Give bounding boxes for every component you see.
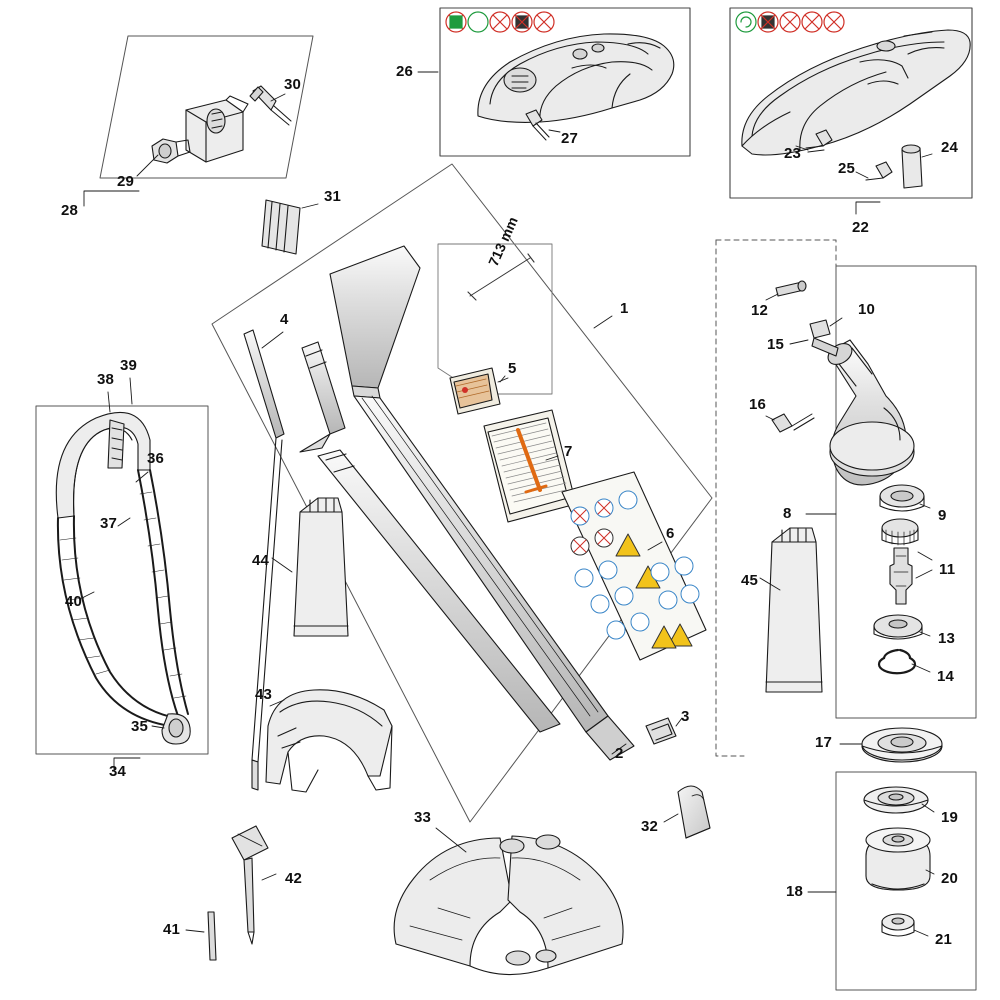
callout-5: 5: [508, 360, 517, 377]
callout-2: 2: [615, 745, 624, 762]
callout-36: 36: [147, 450, 165, 467]
callout-29: 29: [117, 173, 135, 190]
callout-44: 44: [252, 552, 270, 569]
callout-10: 10: [858, 301, 876, 318]
callout-15: 15: [767, 336, 785, 353]
callout-4: 4: [280, 311, 289, 328]
callout-42: 42: [285, 870, 303, 887]
callout-23: 23: [784, 145, 802, 162]
callout-3: 3: [681, 708, 690, 725]
callout-9: 9: [938, 507, 947, 524]
callout-30: 30: [284, 76, 302, 93]
callout-18: 18: [786, 883, 804, 900]
callout-12: 12: [751, 302, 769, 319]
callout-45: 45: [741, 572, 759, 589]
callout-28: 28: [61, 202, 79, 219]
callout-1: 1: [620, 300, 629, 317]
dimension-label-713mm: 713 mm: [485, 214, 521, 269]
callout-34: 34: [109, 763, 127, 780]
callout-41: 41: [163, 921, 181, 938]
callout-22: 22: [852, 219, 870, 236]
callout-35: 35: [131, 718, 149, 735]
callout-31: 31: [324, 188, 342, 205]
callout-20: 20: [941, 870, 959, 887]
callout-43: 43: [255, 686, 273, 703]
callout-33: 33: [414, 809, 432, 826]
callout-21: 21: [935, 931, 953, 948]
callout-11: 11: [939, 561, 956, 578]
callout-16: 16: [749, 396, 767, 413]
callout-39: 39: [120, 357, 138, 374]
callout-40: 40: [65, 593, 83, 610]
callout-32: 32: [641, 818, 659, 835]
callout-8: 8: [783, 505, 792, 522]
callout-37: 37: [100, 515, 118, 532]
callout-38: 38: [97, 371, 115, 388]
callout-17: 17: [815, 734, 833, 751]
callout-25: 25: [838, 160, 856, 177]
callout-24: 24: [941, 139, 959, 156]
callout-6: 6: [666, 525, 675, 542]
callout-27: 27: [561, 130, 579, 147]
callout-7: 7: [564, 443, 573, 460]
callout-14: 14: [937, 668, 955, 685]
callout-19: 19: [941, 809, 959, 826]
callout-26: 26: [396, 63, 414, 80]
callout-13: 13: [938, 630, 956, 647]
